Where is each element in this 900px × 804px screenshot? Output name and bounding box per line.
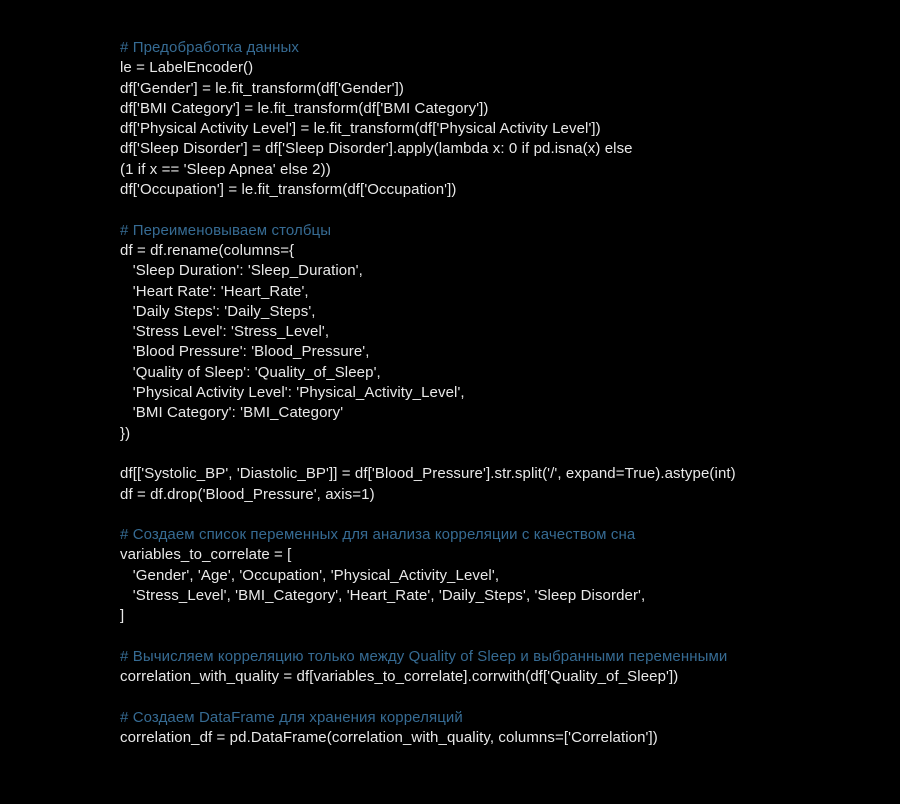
code-comment-line: # Создаем список переменных для анализа корреляции с качеством сна — [120, 526, 636, 544]
code-blank-line — [120, 200, 900, 220]
code-line: 'BMI Category': 'BMI_Category' — [120, 404, 344, 422]
code-line: df = df.drop('Blood_Pressure', axis=1) — [120, 485, 375, 503]
code-line: df['Physical Activity Level'] = le.fit_transform(df['Physical Activity Level']) — [120, 120, 601, 138]
code-blank-line — [120, 627, 900, 647]
code-line: (1 if x == 'Sleep Apnea' else 2)) — [120, 160, 331, 178]
code-line: 'Physical Activity Level': 'Physical_Activity_Level', — [120, 384, 465, 402]
code-comment-line: # Предобработка данных — [120, 39, 300, 56]
code-line: df['Occupation'] = le.fit_transform(df['Occupation']) — [120, 181, 457, 199]
code-line: 'Stress_Level', 'BMI_Category', 'Heart_Rate', 'Daily_Steps', 'Sleep Disorder', — [120, 587, 646, 605]
code-line: ] — [120, 607, 125, 625]
code-line: df['Gender'] = le.fit_transform(df['Gender']) — [120, 79, 404, 97]
code-comment-line: # Создаем DataFrame для хранения корреляций — [120, 708, 463, 726]
code-line: 'Blood Pressure': 'Blood_Pressure', — [120, 343, 370, 361]
code-blank-line — [120, 505, 900, 525]
code-line: df[['Systolic_BP', 'Diastolic_BP']] = df['Blood_Pressure'].str.split('/', expand=True).astype(int) — [120, 465, 736, 483]
code-comment-line: # Вычисляем корреляцию только между Quality of Sleep и выбранными переменными — [120, 647, 728, 665]
code-line: 'Heart Rate': 'Heart_Rate', — [120, 282, 309, 300]
code-line: 'Stress Level': 'Stress_Level', — [120, 323, 330, 341]
code-line: correlation_with_quality = df[variables_to_correlate].corrwith(df['Quality_of_Sleep']) — [120, 668, 679, 686]
code-line: 'Gender', 'Age', 'Occupation', 'Physical_Activity_Level', — [120, 566, 500, 584]
code-line: df = df.rename(columns={ — [120, 241, 295, 259]
code-blank-line — [120, 444, 900, 464]
code-blank-line — [120, 688, 900, 708]
code-line: df['Sleep Disorder'] = df['Sleep Disorder'].apply(lambda x: 0 if pd.isna(x) else — [120, 140, 633, 158]
code-line: 'Daily Steps': 'Daily_Steps', — [120, 302, 316, 320]
code-line: df['BMI Category'] = le.fit_transform(df['BMI Category']) — [120, 99, 489, 117]
code-line: 'Quality of Sleep': 'Quality_of_Sleep', — [120, 363, 381, 381]
code-line: 'Sleep Duration': 'Sleep_Duration', — [120, 262, 363, 280]
code-line: le = LabelEncoder() — [120, 59, 254, 77]
code-line: correlation_df = pd.DataFrame(correlation_with_quality, columns=['Correlation']) — [120, 729, 658, 747]
code-line: }) — [120, 424, 131, 442]
code-comment-line: # Переименовываем столбцы — [120, 221, 332, 239]
code-line: variables_to_correlate = [ — [120, 546, 292, 564]
